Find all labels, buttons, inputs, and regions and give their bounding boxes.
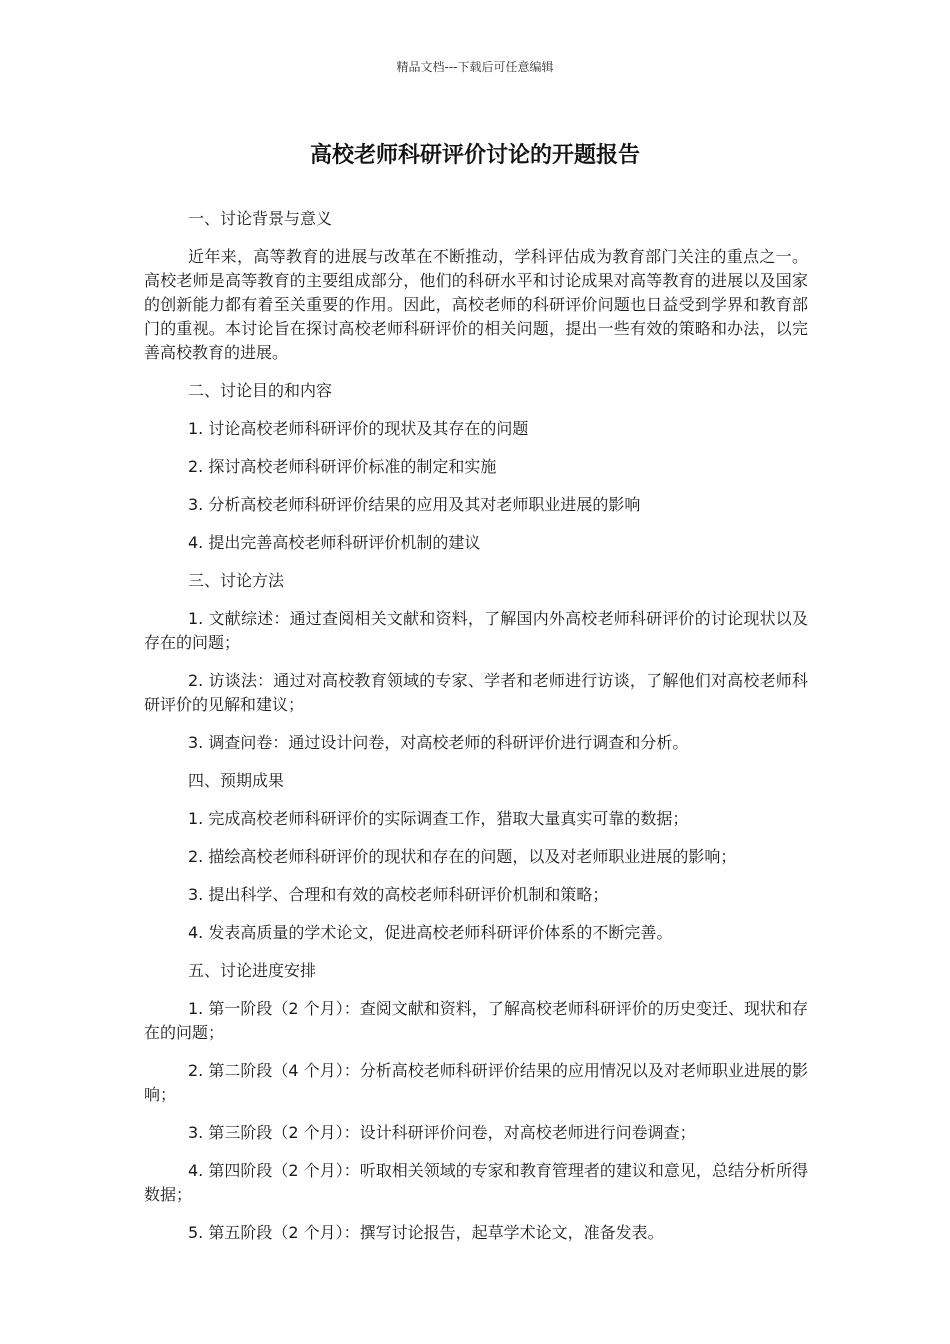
method-item-1: 1. 文献综述：通过查阅相关文献和资料，了解国内外高校老师科研评价的讨论现状以及存在的问题； — [144, 609, 808, 652]
method-item-2: 2. 访谈法：通过对高校教育领域的专家、学者和老师进行访谈，了解他们对高校老师科研评价的见解和建议； — [144, 671, 808, 714]
outcome-item-2: 2. 描绘高校老师科研评价的现状和存在的问题，以及对老师职业进展的影响； — [188, 847, 737, 866]
goal-item-2: 2. 探讨高校老师科研评价标准的制定和实施 — [188, 457, 497, 476]
goal-item-3: 3. 分析高校老师科研评价结果的应用及其对老师职业进展的影响 — [188, 495, 641, 514]
schedule-item-4: 4. 第四阶段（2 个月）：听取相关领域的专家和教育管理者的建议和意见，总结分析所得数据； — [144, 1161, 808, 1204]
section-heading-outcomes: 四、预期成果 — [188, 771, 285, 790]
document-body — [144, 207, 808, 1259]
schedule-item-1: 1. 第一阶段（2 个月）：查阅文献和资料，了解高校老师科研评价的历史变迁、现状和存在的问题； — [144, 999, 808, 1042]
goal-item-1: 1. 讨论高校老师科研评价的现状及其存在的问题 — [188, 419, 529, 438]
schedule-item-3: 3. 第三阶段（2 个月）：设计科研评价问卷，对高校老师进行问卷调查； — [188, 1123, 696, 1142]
outcome-item-3: 3. 提出科学、合理和有效的高校老师科研评价机制和策略； — [188, 885, 609, 904]
outcome-item-4: 4. 发表高质量的学术论文，促进高校老师科研评价体系的不断完善。 — [188, 923, 673, 942]
document-title: 高校老师科研评价讨论的开题报告 — [309, 143, 640, 168]
schedule-item-2: 2. 第二阶段（4 个月）：分析高校老师科研评价结果的应用情况以及对老师职业进展的影响； — [144, 1061, 808, 1104]
section-heading-methods: 三、讨论方法 — [188, 571, 285, 590]
outcome-item-1: 1. 完成高校老师科研评价的实际调查工作，猎取大量真实可靠的数据； — [188, 809, 689, 828]
page-header: 精品文档---下载后可任意编辑 — [396, 60, 554, 74]
schedule-item-5: 5. 第五阶段（2 个月）：撰写讨论报告，起草学术论文，准备发表。 — [188, 1223, 664, 1242]
section-heading-goals: 二、讨论目的和内容 — [188, 381, 333, 400]
background-paragraph: 近年来，高等教育的进展与改革在不断推动，学科评估成为教育部门关注的重点之一。高校老师是高等教育的主要组成部分，他们的科研水平和讨论成果对高等教育的进展以及国家的创新能力都有着至关重要的作用。因此，高校老师的科研评价问题也日益受到学界和教育部门的重视。本讨论旨在探讨高校老师科研评价的相关问题，提出一些有效的策略和办法，以完善高校教育的进展。 — [144, 247, 808, 362]
section-heading-schedule: 五、讨论进度安排 — [188, 961, 317, 980]
method-item-3: 3. 调查问卷：通过设计问卷，对高校老师的科研评价进行调查和分析。 — [188, 733, 689, 752]
goal-item-4: 4. 提出完善高校老师科研评价机制的建议 — [188, 533, 481, 552]
section-heading-background: 一、讨论背景与意义 — [188, 209, 333, 228]
